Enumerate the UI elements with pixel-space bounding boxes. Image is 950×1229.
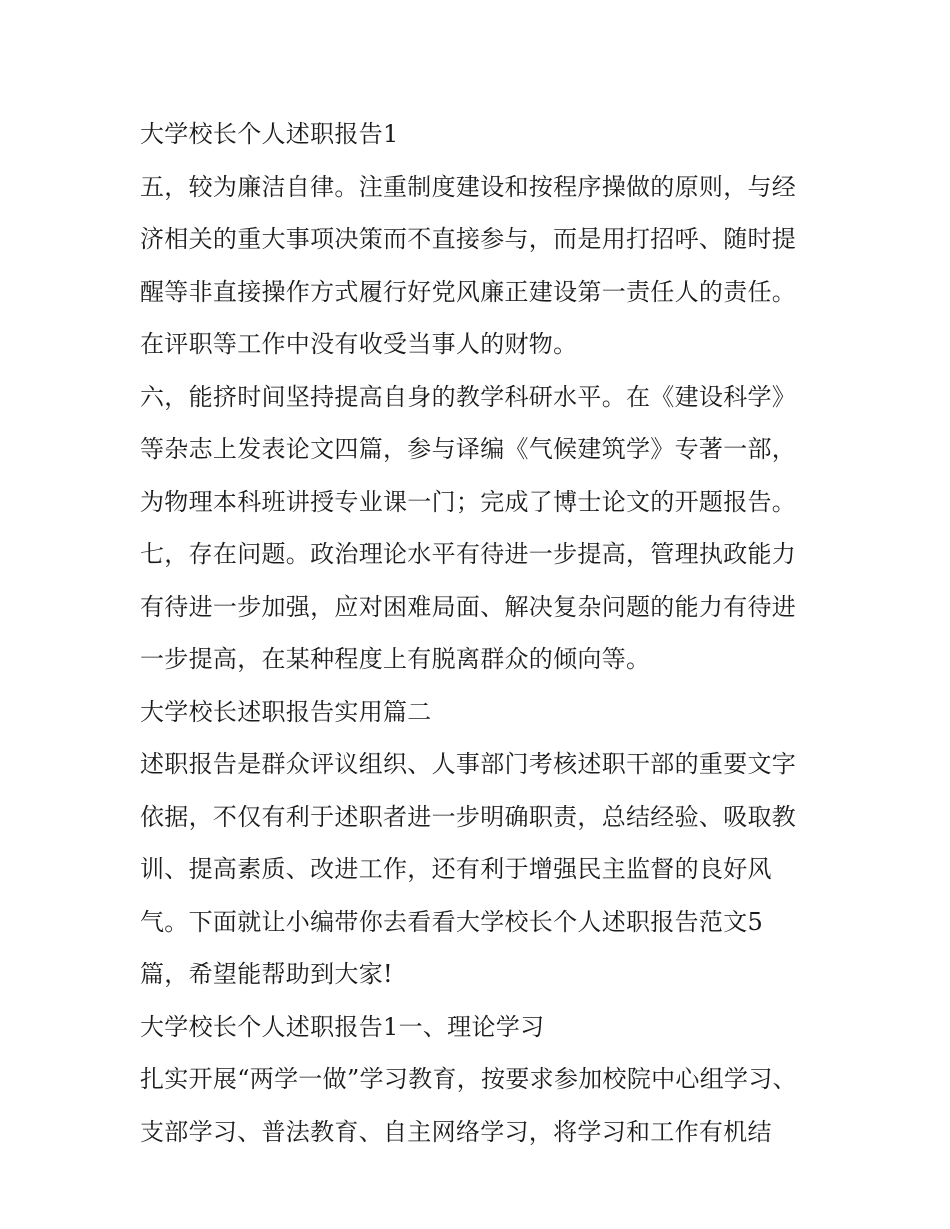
paragraph-line: 济相关的重大事项决策而不直接参与，而是用打招呼、随时提: [140, 225, 797, 253]
paragraph-line: 在评职等工作中没有收受当事人的财物。: [140, 330, 578, 358]
paragraph-line: 训、提高素质、改进工作，还有利于增强民主监督的良好风: [140, 855, 772, 883]
paragraph-line: 述职报告是群众评议组织、人事部门考核述职干部的重要文字: [140, 750, 797, 778]
paragraph-line: 为物理本科班讲授专业课一门；完成了博士论文的开题报告。: [140, 487, 797, 516]
document-body: [140, 108, 820, 1158]
heading-theory-study: 大学校长个人述职报告1一、理论学习: [140, 1012, 545, 1041]
paragraph-line: 篇，希望能帮助到大家!: [140, 960, 393, 988]
heading-practical-part-two: 大学校长述职报告实用篇二: [140, 697, 432, 726]
paragraph-line: 一步提高，在某种程度上有脱离群众的倾向等。: [140, 645, 651, 673]
paragraph-line: 依据，不仅有利于述职者进一步明确职责，总结经验、吸取教: [140, 802, 797, 831]
paragraph-line: 五，较为廉洁自律。注重制度建设和按程序操做的原则，与经: [140, 172, 797, 201]
paragraph-line: 醒等非直接操作方式履行好党风廉正建设第一责任人的责任。: [140, 277, 797, 306]
paragraph-line: 七，存在问题。政治理论水平有待进一步提高，管理执政能力: [140, 540, 797, 568]
paragraph-line: 有待进一步加强，应对困难局面、解决复杂问题的能力有待进: [140, 592, 797, 621]
paragraph-line: 支部学习、普法教育、自主网络学习，将学习和工作有机结: [140, 1117, 772, 1146]
paragraph-line: 六，能挤时间坚持提高自身的教学科研水平。在《建设科学》: [140, 382, 797, 411]
paragraph-line: 等杂志上发表论文四篇，参与译编《气候建筑学》专著一部，: [140, 435, 797, 463]
paragraph-line: 扎实开展“两学一做”学习教育，按要求参加校院中心组学习、: [140, 1065, 797, 1093]
paragraph-line: 气。下面就让小编带你去看看大学校长个人述职报告范文5: [140, 907, 764, 936]
heading-report-1: 大学校长个人述职报告1: [140, 120, 399, 148]
